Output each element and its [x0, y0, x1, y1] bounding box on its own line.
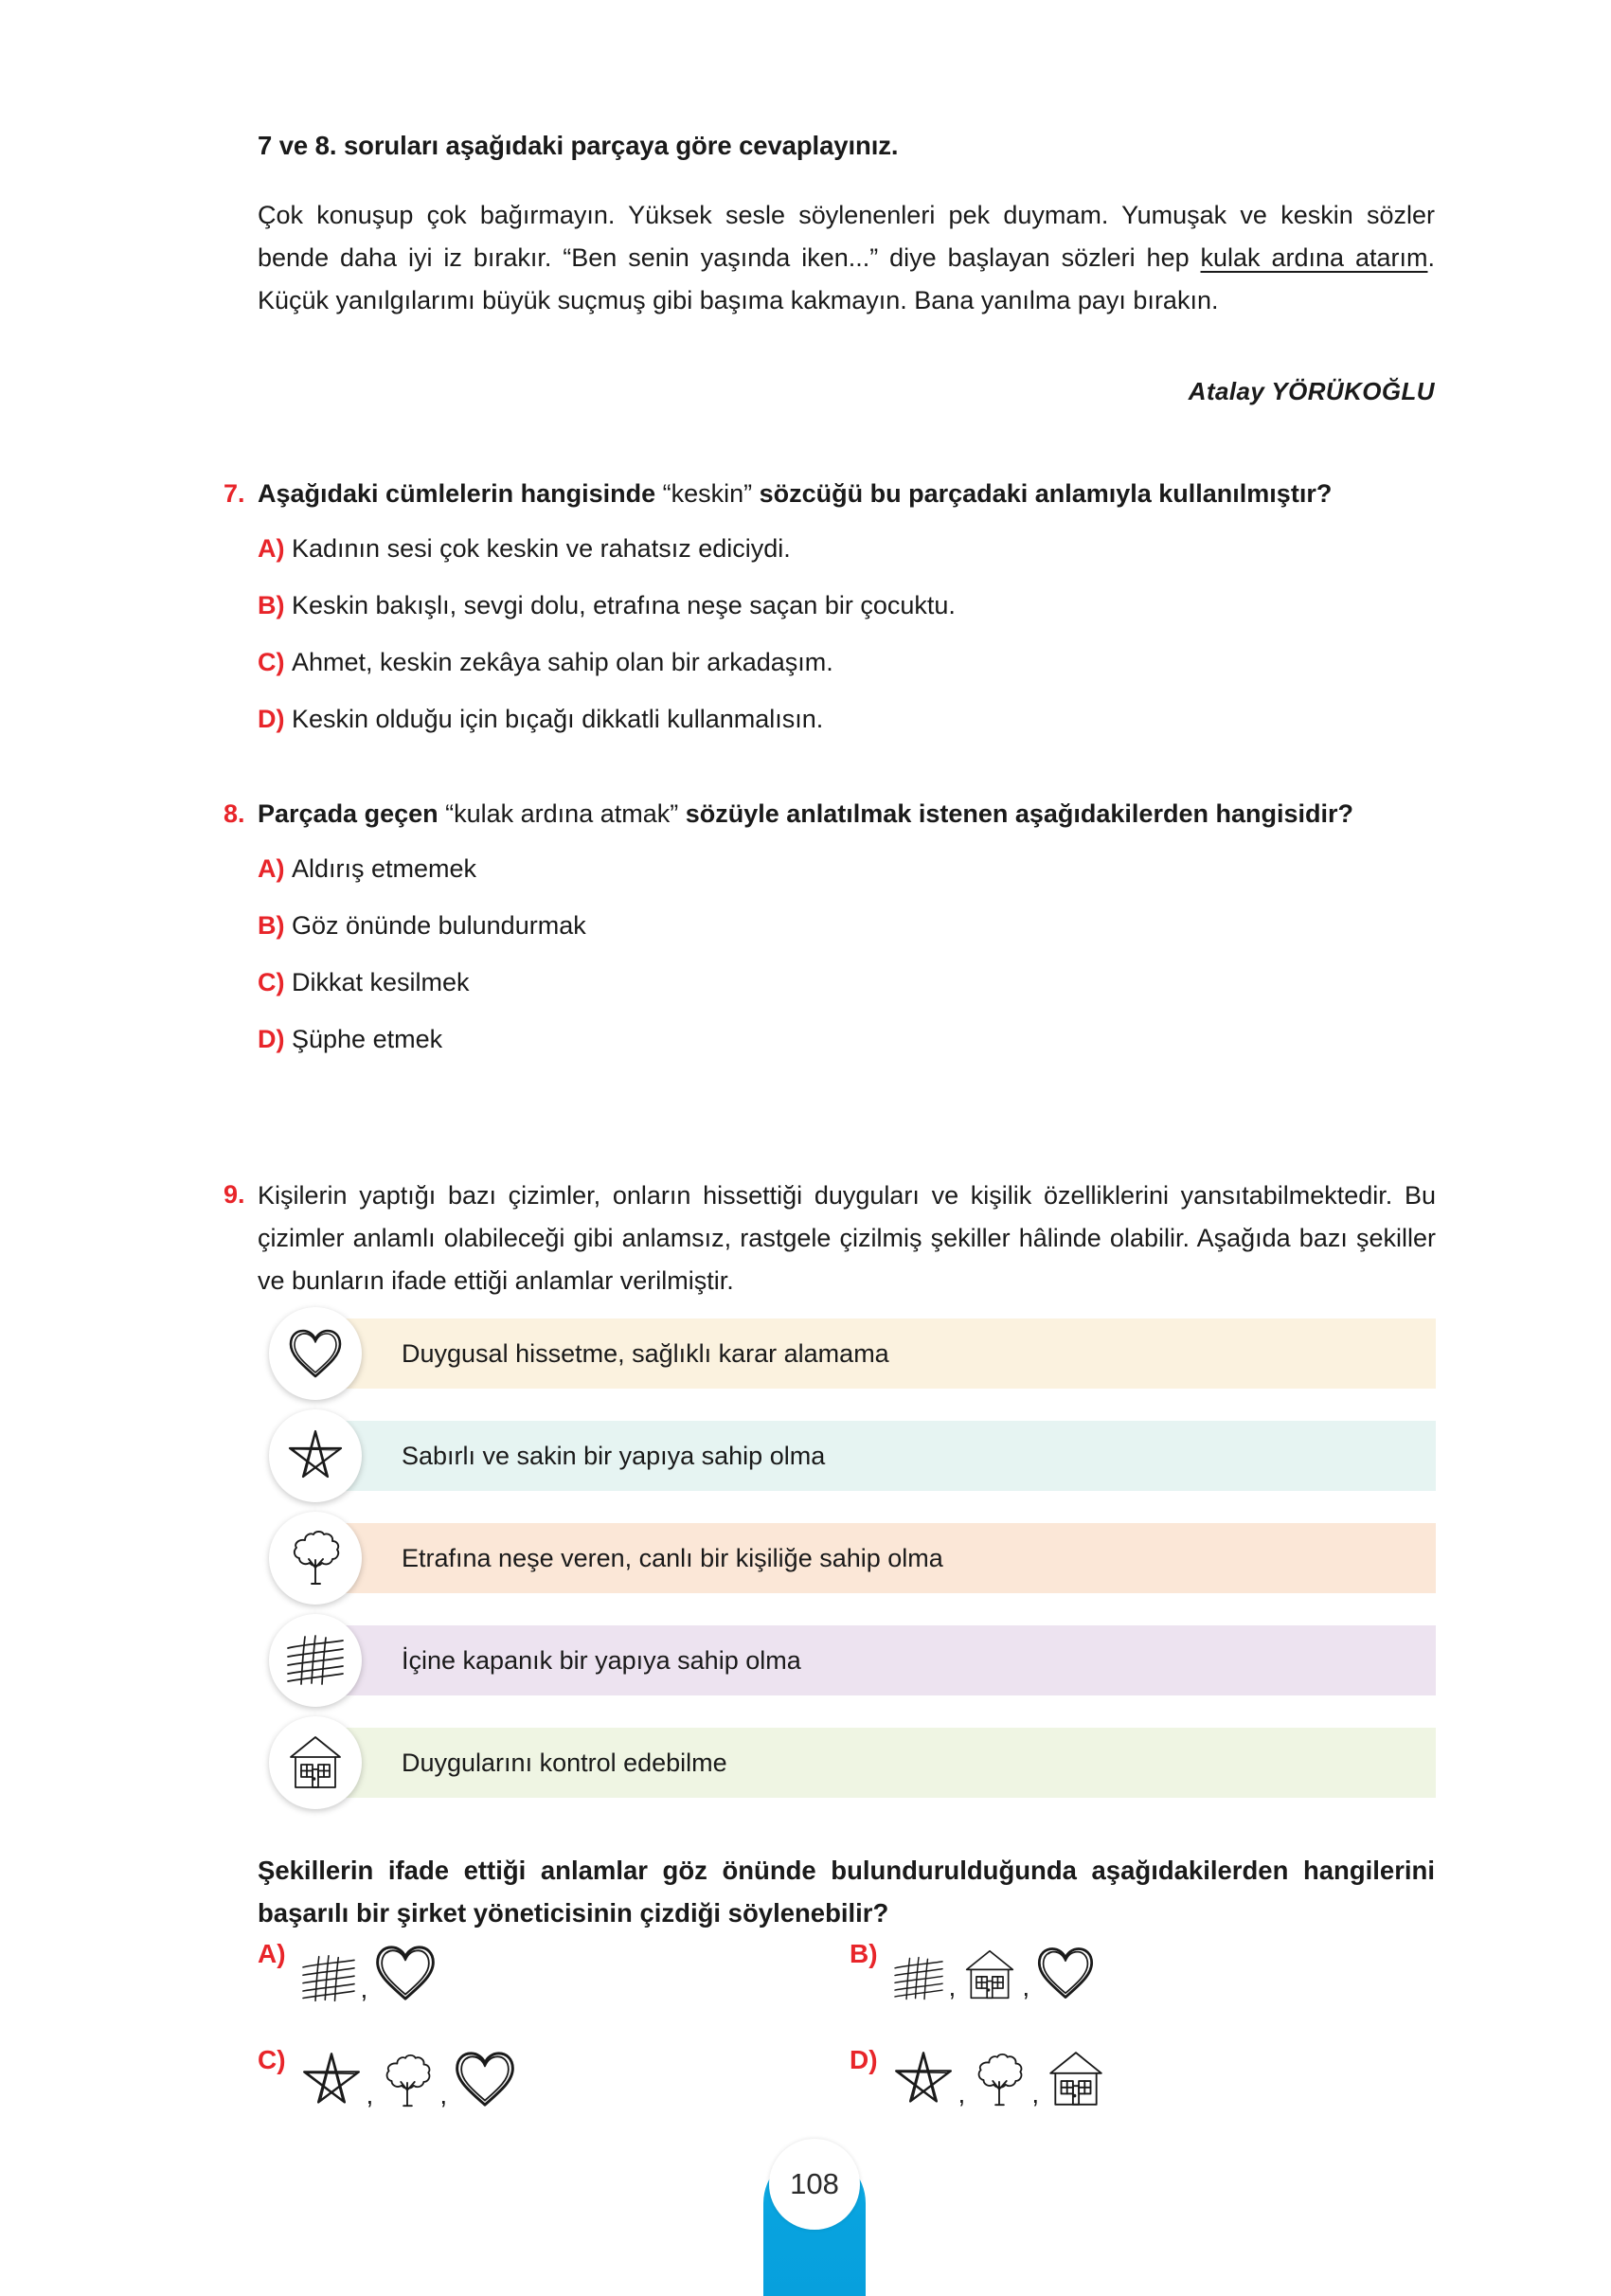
shape-separator: , — [958, 2079, 966, 2108]
option-text: Keskin bakışlı, sevgi dolu, etrafına neşe saçan bir çocuktu. — [292, 591, 956, 619]
question-8-options — [224, 851, 1436, 1057]
option-letter: A) — [258, 854, 285, 883]
option-letter: B) — [258, 591, 285, 619]
answer-shape-group — [299, 1942, 439, 2004]
band-label: İçine kapanık bir yapıya sahip olma — [402, 1645, 801, 1675]
question-8 — [224, 794, 1436, 1078]
option-text: Göz önünde bulundurmak — [292, 911, 586, 940]
option-letter: C) — [258, 648, 285, 676]
shape-separator: , — [1022, 1972, 1030, 2001]
option-row[interactable] — [258, 644, 1436, 680]
option-text: Şüphe etmek — [292, 1025, 443, 1053]
passage-heading: 7 ve 8. soruları aşağıdaki parçaya göre cevaplayınız. — [258, 131, 899, 160]
option-text: Kadının sesi çok keskin ve rahatsız ediciydi. — [292, 534, 791, 563]
shape-meaning-list — [269, 1318, 1436, 1830]
passage-text — [258, 194, 1435, 322]
star-icon — [891, 2049, 956, 2109]
question-7-header — [224, 474, 1436, 513]
page-number: 108 — [790, 2167, 839, 2200]
scribble-lines-icon — [299, 1953, 358, 2004]
option-text: Dikkat kesilmek — [292, 968, 470, 996]
heart-icon — [452, 2048, 518, 2110]
question-7-stem — [258, 474, 1436, 513]
band-background — [314, 1728, 1436, 1798]
question-7-stem-quoted: “keskin” — [662, 479, 753, 508]
answer-option-d[interactable] — [850, 2034, 1441, 2125]
band-background — [314, 1625, 1436, 1695]
option-letter: B) — [850, 1939, 878, 1968]
shape-separator: , — [439, 2080, 448, 2109]
option-row[interactable] — [258, 964, 1436, 1000]
band-background — [314, 1421, 1436, 1491]
answer-shape-group — [299, 2048, 519, 2110]
option-row[interactable] — [258, 907, 1436, 943]
answer-option-c[interactable] — [258, 2034, 850, 2125]
band-label: Duygularını kontrol edebilme — [402, 1748, 727, 1777]
option-row[interactable] — [258, 701, 1436, 737]
option-row[interactable] — [258, 530, 1436, 566]
scribble-lines-icon — [269, 1614, 362, 1707]
option-row[interactable] — [258, 851, 1436, 887]
heart-icon — [372, 1942, 439, 2004]
option-letter: A) — [258, 1939, 286, 1968]
heart-icon — [1034, 1944, 1097, 2002]
question-7-stem-bold-1: Aşağıdaki cümlelerin hangisinde — [258, 479, 663, 508]
answer-shape-group — [891, 2049, 1109, 2109]
star-icon — [299, 2050, 364, 2110]
scribble-lines-icon — [891, 1955, 946, 2002]
question-9-number: 9. — [224, 1180, 245, 1209]
house-icon — [960, 1947, 1019, 2002]
band-label: Etrafına neşe veren, canlı bir kişiliğe sahip olma — [402, 1543, 943, 1572]
passage-idiom-underline: kulak ardına atarım — [1200, 243, 1428, 272]
option-letter: B) — [258, 911, 285, 940]
option-row[interactable] — [258, 587, 1436, 623]
shape-separator: , — [1031, 2079, 1040, 2108]
house-icon — [269, 1716, 362, 1809]
question-8-header — [224, 794, 1436, 834]
question-8-stem-quoted: “kulak ardına atmak” — [445, 799, 679, 828]
tree-icon — [970, 2051, 1029, 2109]
star-icon — [269, 1409, 362, 1502]
answer-row — [258, 1928, 1441, 2018]
option-letter: C) — [258, 968, 285, 996]
heart-icon — [269, 1307, 362, 1400]
question-7 — [224, 474, 1436, 758]
question-7-number: 7. — [224, 479, 245, 508]
list-item — [269, 1728, 1436, 1798]
question-8-stem-bold-2: sözüyle anlatılmak istenen aşağıdakilerden hangisidir? — [678, 799, 1353, 828]
answer-row — [258, 2034, 1441, 2125]
question-9-final-stem: Şekillerin ifade ettiği anlamlar göz önünde bulundurulduğunda aşağıdakilerden hangilerini başarılı bir şirket yöneticisinin çizdiği söylenebilir? — [258, 1856, 1435, 1928]
page-number-badge — [769, 2139, 860, 2230]
shape-separator: , — [360, 1974, 368, 2003]
tree-icon — [269, 1512, 362, 1605]
option-letter: A) — [258, 534, 285, 563]
list-item — [269, 1318, 1436, 1389]
option-letter: D) — [850, 2045, 878, 2074]
shape-separator: , — [948, 1972, 957, 2001]
question-9 — [224, 1175, 1436, 1302]
passage-text-part-1: Çok konuşup çok bağırmayın. Yüksek sesle söylenenleri pek duymam. Yumuşak ve keskin sözler bende daha iyi iz bırakır. “Ben senin yaşında iken...” diye başlayan sözleri hep — [258, 201, 1435, 272]
tree-icon — [378, 2052, 437, 2110]
list-item — [269, 1625, 1436, 1695]
shape-separator: , — [366, 2080, 374, 2109]
option-row[interactable] — [258, 1021, 1436, 1057]
band-background — [314, 1318, 1436, 1389]
question-8-number: 8. — [224, 799, 245, 828]
option-text: Aldırış etmemek — [292, 854, 477, 883]
house-icon — [1044, 2049, 1108, 2109]
answer-option-a[interactable] — [258, 1928, 850, 2018]
question-8-stem-bold-1: Parçada geçen — [258, 799, 446, 828]
band-label: Duygusal hissetme, sağlıklı karar alamama — [402, 1338, 889, 1368]
question-9-header — [224, 1175, 1436, 1302]
question-9-intro: Kişilerin yaptığı bazı çizimler, onların hissettiği duyguları ve kişilik özelliklerini yansıtabilmektedir. Bu çizimler anlamlı olabileceği gibi anlamsız, rastgele çizilmiş şekiller hâlinde olabilir. Aşağıda bazı şekiller ve bunların ifade ettiği anlamlar verilmiştir. — [258, 1181, 1436, 1295]
passage-text-part-2: . Küçük yanılgılarımı büyük suçmuş gibi başıma kakmayın. Bana yanılma payı bırakın. — [258, 243, 1435, 314]
question-7-options — [224, 530, 1436, 737]
option-letter: D) — [258, 705, 285, 733]
list-item — [269, 1523, 1436, 1593]
answer-shape-group — [891, 1944, 1098, 2002]
question-9-answers — [258, 1928, 1441, 2140]
question-7-stem-bold-2: sözcüğü bu parçadaki anlamıyla kullanılmıştır? — [752, 479, 1333, 508]
band-background — [314, 1523, 1436, 1593]
passage-author: Atalay YÖRÜKOĞLU — [1188, 377, 1435, 405]
option-letter: D) — [258, 1025, 285, 1053]
answer-option-b[interactable] — [850, 1928, 1441, 2018]
question-8-stem — [258, 794, 1436, 834]
list-item — [269, 1421, 1436, 1491]
option-letter: C) — [258, 2045, 286, 2074]
option-text: Keskin olduğu için bıçağı dikkatli kullanmalısın. — [292, 705, 824, 733]
band-label: Sabırlı ve sakin bir yapıya sahip olma — [402, 1441, 826, 1470]
option-text: Ahmet, keskin zekâya sahip olan bir arkadaşım. — [292, 648, 833, 676]
